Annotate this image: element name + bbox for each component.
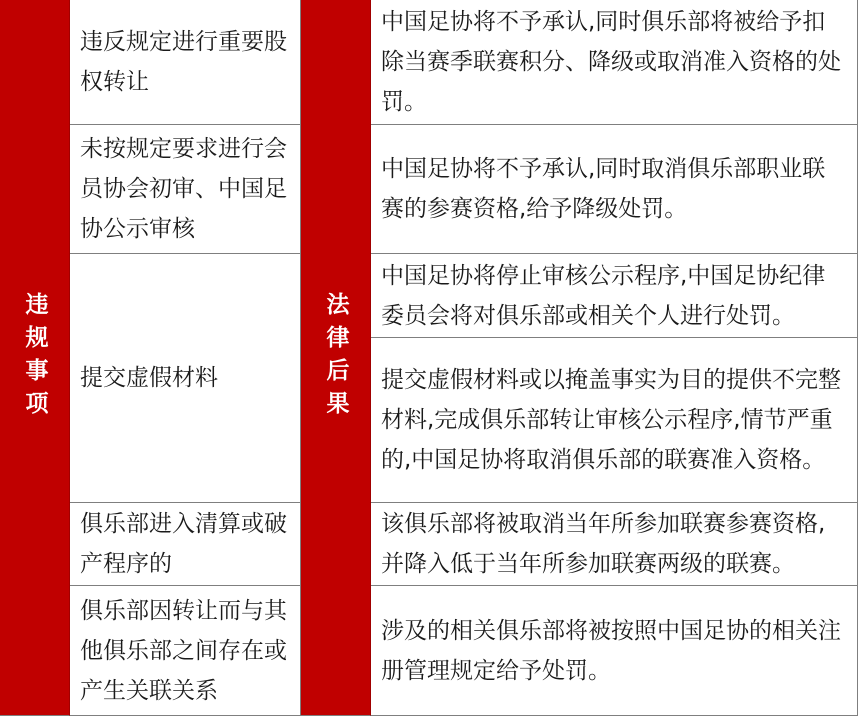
violation-item — [70, 0, 301, 125]
consequence-text: 中国足协将不予承认,同时俱乐部将被给予扣除当赛季联赛积分、降级或取消准入资格的处罚。 — [381, 9, 841, 115]
consequence-text: 提交虚假材料或以掩盖事实为目的提供不完整材料,完成俱乐部转让审核公示程序,情节严重的,中国足协将取消俱乐部的联赛准入资格。 — [381, 367, 841, 473]
violation-item — [70, 586, 301, 716]
consequence-text: 中国足协将不予承认,同时取消俱乐部职业联赛的参赛资格,给予降级处罚。 — [381, 156, 826, 222]
violation-item-text: 俱乐部进入清算或破产程序的 — [80, 511, 287, 577]
consequence-text: 中国足协将停止审核公示程序,中国足协纪律委员会将对俱乐部或相关个人进行处罚。 — [381, 262, 826, 329]
violation-item — [70, 125, 301, 254]
consequence-cell — [371, 503, 858, 586]
consequences-header — [301, 0, 371, 716]
consequence-text: 该俱乐部将被取消当年所参加联赛参赛资格,并降入低于当年所参加联赛两级的联赛。 — [381, 511, 826, 577]
violations-header — [0, 0, 70, 716]
consequences-header-label: 法律后果 — [322, 291, 349, 424]
consequence-cell — [371, 125, 858, 254]
consequence-cell — [371, 338, 858, 503]
violation-item — [70, 254, 301, 503]
violation-item — [70, 503, 301, 586]
consequence-cell — [371, 586, 858, 716]
violation-item-text: 违反规定进行重要股权转让 — [80, 29, 287, 95]
violations-header-label: 违规事项 — [21, 291, 48, 424]
consequence-text: 涉及的相关俱乐部将被按照中国足协的相关注册管理规定给予处罚。 — [381, 617, 841, 684]
consequence-cell — [371, 254, 858, 338]
consequence-cell — [371, 0, 858, 125]
violation-item-text: 提交虚假材料 — [80, 365, 218, 391]
violation-item-text: 未按规定要求进行会员协会初审、中国足协公示审核 — [80, 136, 287, 242]
violation-item-text: 俱乐部因转让而与其他俱乐部之间存在或产生关联关系 — [80, 597, 287, 704]
